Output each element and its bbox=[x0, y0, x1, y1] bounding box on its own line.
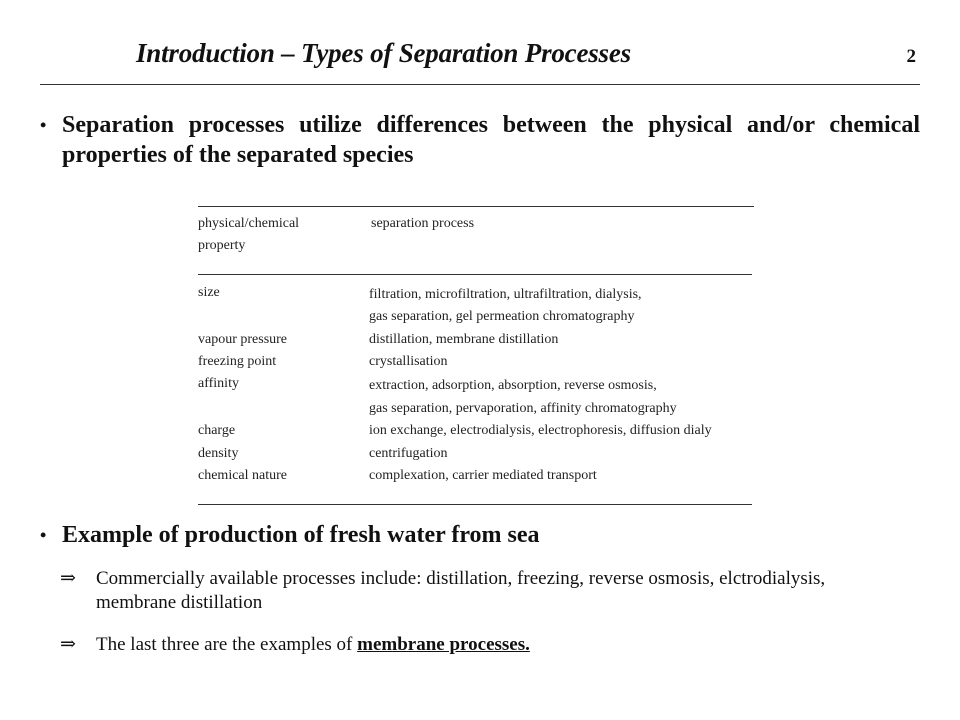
sub-item-text: Commercially available processes include: distillation, freezing, reverse osmosis, elctrodialysis, membrane distillation bbox=[96, 568, 826, 613]
table-header-rule bbox=[198, 274, 752, 275]
bullet-text: Example of production of fresh water from sea bbox=[62, 522, 540, 548]
table-top-rule bbox=[198, 206, 754, 207]
header-property-line2: property bbox=[198, 238, 246, 253]
membrane-processes-emphasis: membrane processes. bbox=[357, 634, 530, 655]
row-property: density bbox=[198, 446, 239, 461]
bullet-text: Separation processes utilize differences between the physical and/or chemical properties of the separated species bbox=[62, 112, 920, 168]
bullet-separation-principle bbox=[40, 110, 920, 170]
row-process: filtration, microfiltration, ultrafiltration, dialysis, bbox=[369, 287, 642, 302]
row-process: crystallisation bbox=[369, 354, 448, 369]
row-property: chemical nature bbox=[198, 468, 288, 483]
header-property-line1: physical/chemical bbox=[198, 216, 300, 231]
row-property: vapour pressure bbox=[198, 332, 288, 347]
implies-arrow-icon: ⇒ bbox=[60, 568, 76, 589]
implies-arrow-icon: ⇒ bbox=[60, 634, 76, 655]
page-number: 2 bbox=[906, 46, 916, 67]
row-process: complexation, carrier mediated transport bbox=[369, 468, 597, 483]
bullet-marker: • bbox=[40, 525, 47, 545]
sub-item-lead-text: The last three are the examples of bbox=[96, 634, 358, 655]
table-bottom-rule bbox=[198, 504, 752, 505]
row-property: freezing point bbox=[198, 354, 277, 369]
title-divider bbox=[40, 84, 920, 85]
sub-item-text bbox=[60, 633, 880, 657]
row-process: extraction, adsorption, absorption, reverse osmosis, bbox=[369, 378, 657, 393]
row-property: charge bbox=[198, 423, 236, 438]
row-property: affinity bbox=[198, 376, 239, 391]
bullet-marker: • bbox=[40, 115, 47, 135]
bullet-fresh-water-example bbox=[40, 520, 920, 550]
row-process: distillation, membrane distillation bbox=[369, 332, 559, 347]
header-process: separation process bbox=[371, 216, 475, 231]
row-property: size bbox=[198, 285, 220, 300]
row-process: gas separation, gel permeation chromatography bbox=[369, 309, 635, 324]
row-process: centrifugation bbox=[369, 446, 448, 461]
row-process: ion exchange, electrodialysis, electrophoresis, diffusion dialy bbox=[369, 423, 712, 438]
sub-item-commercial-processes bbox=[60, 567, 880, 615]
row-process: gas separation, pervaporation, affinity chromatography bbox=[369, 401, 677, 416]
slide-title: Introduction – Types of Separation Processes bbox=[136, 38, 631, 68]
sub-item-membrane-processes bbox=[60, 633, 880, 657]
